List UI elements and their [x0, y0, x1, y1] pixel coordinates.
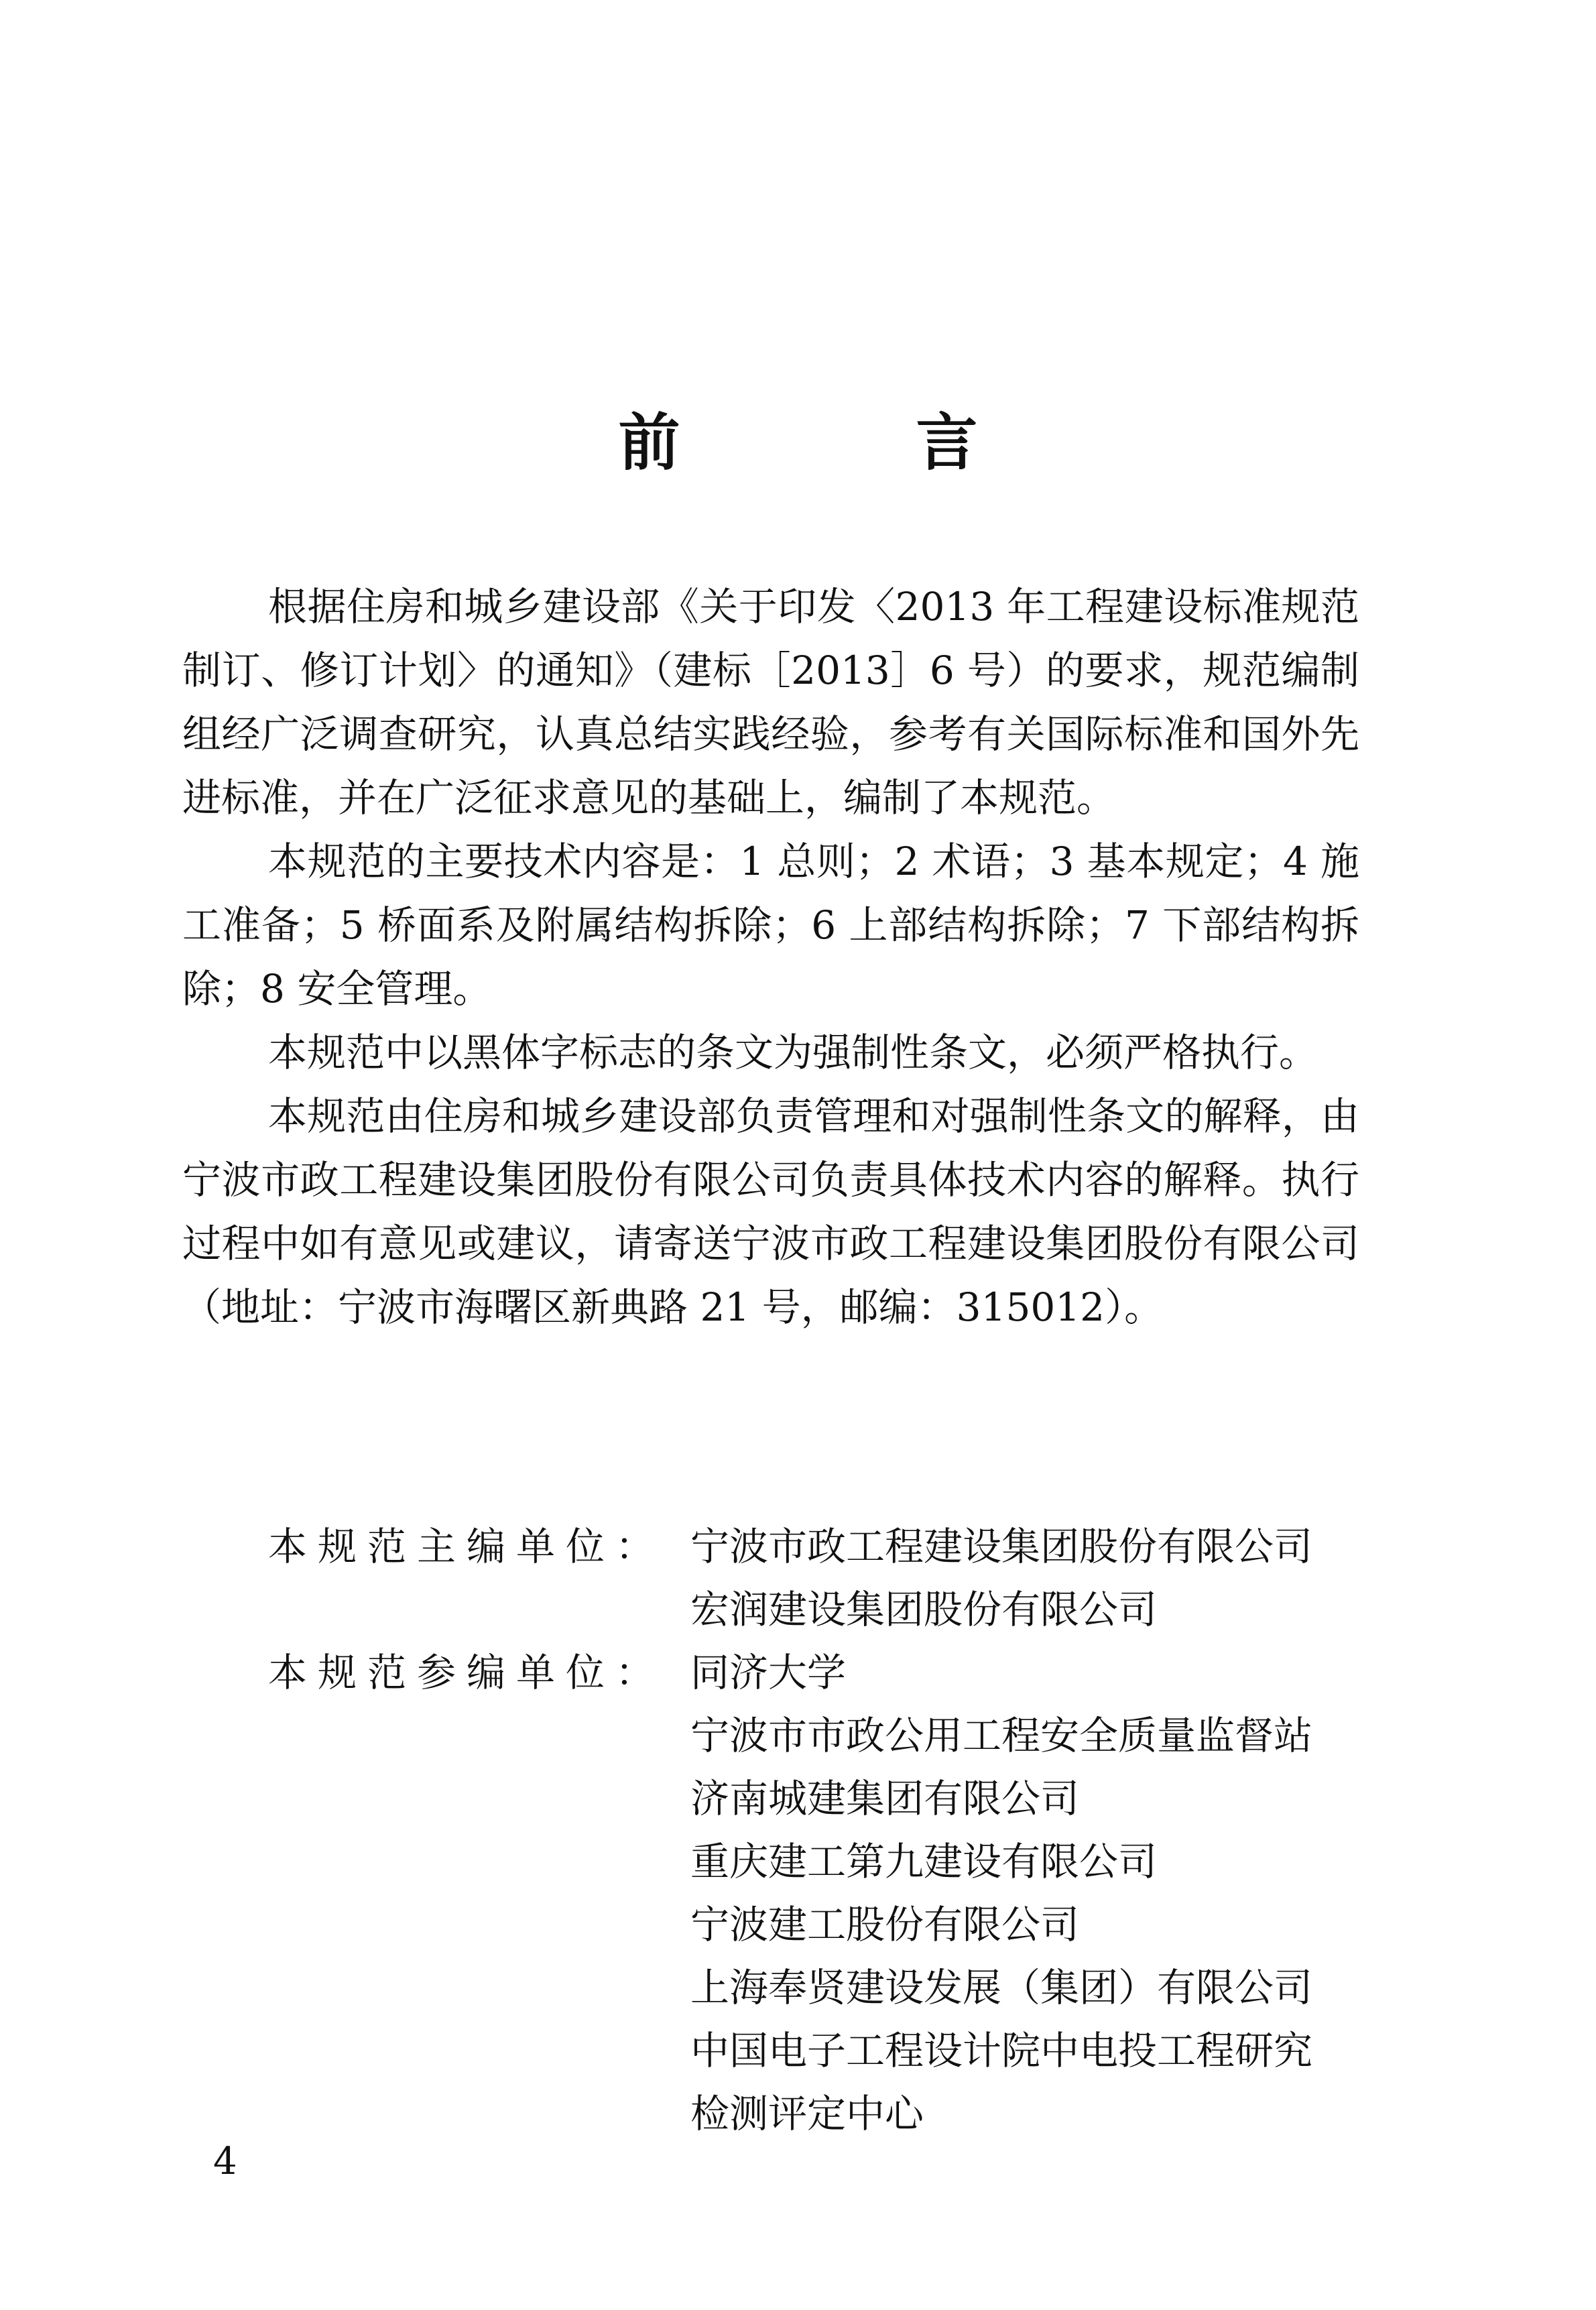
preface-body: [182, 575, 1359, 1339]
participating-units-label: 本规范参编单位：: [268, 1650, 666, 1695]
chief-units-label: 本规范主编单位：: [268, 1524, 666, 1569]
chief-units-row: [268, 1515, 1374, 1641]
participating-unit-item: 上海奉贤建设发展（集团）有限公司: [690, 1965, 1313, 2010]
participating-unit-item: 宁波建工股份有限公司: [690, 1902, 1080, 1947]
participating-unit-item: 检测评定中心: [690, 2091, 924, 2136]
participating-unit-item: 宁波市市政公用工程安全质量监督站: [690, 1713, 1313, 1758]
participating-unit-item: 中国电子工程设计院中电投工程研究: [690, 2028, 1313, 2073]
participating-unit-item: 同济大学: [690, 1650, 847, 1695]
chief-unit-item: 宏润建设集团股份有限公司: [690, 1587, 1158, 1632]
chief-unit-item: 宁波市政工程建设集团股份有限公司: [690, 1524, 1313, 1569]
page-title: 前 言: [618, 406, 1085, 479]
preface-paragraph-basis: 根据住房和城乡建设部《关于印发〈2013 年工程建设标准规范制订、修订计划〉的通知》（建标［2013］6 号）的要求，规范编制组经广泛调查研究，认真总结实践经验，参考有关国际标准和国外先进标准，并在广泛征求意见的基础上，编制了本规范。: [182, 584, 1359, 820]
participating-unit-item: 重庆建工第九建设有限公司: [690, 1839, 1158, 1884]
page-number: 4: [213, 2140, 237, 2183]
preface-paragraph-contents: 本规范的主要技术内容是：1 总则；2 术语；3 基本规定；4 施工准备；5 桥面系及附属结构拆除；6 上部结构拆除；7 下部结构拆除；8 安全管理。: [182, 839, 1359, 1012]
units-section: [268, 1515, 1374, 2145]
chief-units-list: [690, 1515, 1312, 1641]
participating-unit-item: 济南城建集团有限公司: [690, 1776, 1080, 1821]
participating-units-row: [268, 1641, 1374, 2145]
preface-paragraph-mandatory: 本规范中以黑体字标志的条文为强制性条文，必须严格执行。: [268, 1030, 1318, 1075]
preface-paragraph-management: 本规范由住房和城乡建设部负责管理和对强制性条文的解释，由宁波市政工程建设集团股份有限公司负责具体技术内容的解释。执行过程中如有意见或建议，请寄送宁波市政工程建设集团股份有限公司（地址：宁波市海曙区新典路 21 号，邮编：315012）。: [182, 1093, 1359, 1330]
participating-units-list: [690, 1641, 1312, 2145]
